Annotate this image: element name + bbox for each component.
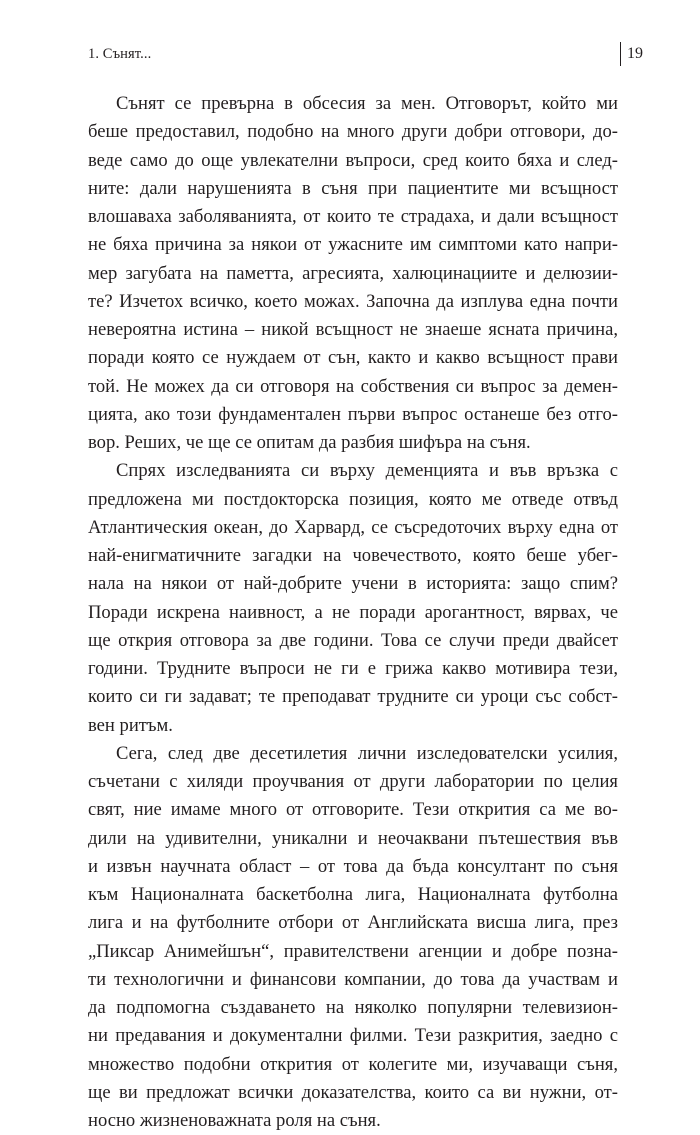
text-line: предложена ми постдокторска позиция, която ме отведе отвъд [88,488,618,510]
paragraph [88,740,618,1135]
text-line: невероятна истина – никой всъщност не знаеше ясната причина, [88,319,618,340]
text-line: поради която се нуждаем от сън, както и какво всъщност прави [88,347,618,369]
text-line: Сънят се превърна в обсесия за мен. Отговорът, който ми [116,93,618,114]
text-line: които си ги задават; те преподават трудните си уроци със собст- [88,686,618,708]
text-line: свят, ние имаме много от отговорите. Тези открития са ме во- [88,799,618,821]
text-line: носно жизненоважната роля на съня. [88,1110,381,1131]
text-line: Спрях изследванията си върху деменцията и във връзка с [116,460,618,482]
text-line: лига и на футболните отбори от Английската висша лига, през [88,912,618,934]
text-line: Поради искрена наивност, а не поради арогантност, вярвах, че [88,601,618,623]
running-head: 1. Сънят... [88,46,152,62]
text-line: веде само до още увлекателни въпроси, сред които бяха и след- [88,149,618,171]
body-text [88,90,618,1135]
text-line: „Пиксар Анимейшън“, правителствени агенции и добре позна- [88,940,618,962]
text-line: цията, ако този фундаментален първи въпрос останеше без отго- [88,403,618,425]
text-line: години. Трудните въпроси не ги е грижа какво мотивира тези, [88,658,618,679]
text-line: вор. Реших, че ще се опитам да разбия шифъра на съня. [88,432,531,453]
text-line: и извън научната област – от това да бъда консултант по съня [88,855,618,877]
text-line: не бяха причина за някои от ужасните им симптоми като напри- [88,234,618,256]
text-line: те? Изчетох всичко, което можах. Започна да изплува една почти [88,290,618,312]
text-line: Атлантическия океан, до Харвард, се съсредоточих върху една от [88,516,618,538]
text-line: ни предавания и документални филми. Тези разкрития, заедно с [88,1025,618,1047]
text-line: множество подобни открития от колегите ми, изучаващи съня, [88,1053,618,1075]
text-line: съчетани с хиляди проучвания от други лаборатории по целия [88,771,618,792]
text-line: Сега, след две десетилетия лични изследователски усилия, [116,742,618,764]
paragraph [88,90,618,457]
text-line: ще ви предложат всички доказателства, които са ви нужни, от- [88,1081,618,1103]
text-line: към Националната баскетболна лига, Националната футболна [88,884,618,905]
text-line: влошаваха заболяванията, от които те страдаха, и дали всъщност [88,206,618,227]
text-line: нала на някои от най-добрите учени в историята: защо спим? [88,573,618,595]
text-line: вен ритъм. [88,714,173,736]
text-line: да подпомогна създаването на няколко популярни телевизион- [88,997,618,1018]
paragraph [88,457,618,740]
text-line: беше предоставил, подобно на много други добри отговори, до- [88,121,618,143]
text-line: мер загубата на паметта, агресията, халюцинациите и делюзии- [88,262,618,284]
text-line: ните: дали нарушенията в съня при пациентите ми всъщност [88,177,618,199]
text-line: ти технологични и финансови компании, до това да участвам и [88,968,618,990]
text-line: дили на удивителни, уникални и неочаквани пътешествия във [88,827,618,849]
page-number: 19 [620,42,643,66]
text-line: най-енигматичните загадки на човечеството, която беше убег- [88,545,618,566]
text-line: ще открия отговора за две години. Това се случи преди двайсет [88,629,618,651]
text-line: той. Не можех да си отговоря на собствения си въпрос за демен- [88,375,618,397]
